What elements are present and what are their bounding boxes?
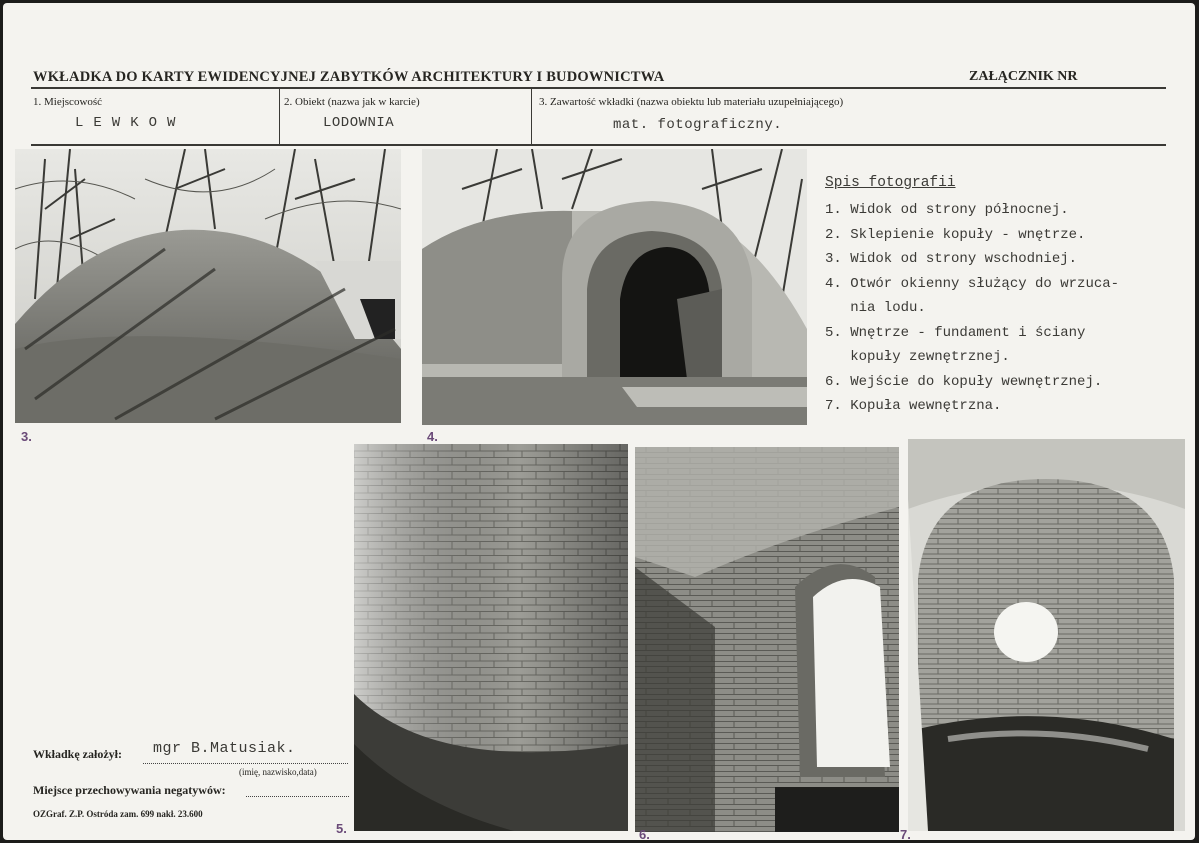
photo-list [825,198,1175,419]
object-value: LODOWNIA [323,115,395,131]
list-item: 1. Widok od strony północnej. [825,202,1069,218]
photo-number-5: 5. [336,821,347,836]
attachment-number-label: ZAŁĄCZNIK NR [969,69,1078,84]
photo-inner-dome [908,439,1185,831]
storage-label: Miejsce przechowywania negatywów: [33,783,226,797]
list-item: 7. Kopuła wewnętrzna. [825,398,1002,414]
author-label: Wkładkę założył: [33,747,122,761]
list-item: 4. Otwór okienny służący do wrzuca- [825,275,1120,292]
list-item: 5. Wnętrze - fundament i ściany [825,324,1086,341]
card-title: WKŁADKA DO KARTY EWIDENCYJNEJ ZABYTKÓW ARCHITEKTURY I BUDOWNICTWA [33,69,665,85]
author-hint: (imię, nazwisko,data) [239,767,317,777]
photo-inner-passage [635,447,899,832]
mid-rule [31,144,1166,146]
list-item: nia lodu. [825,300,926,316]
storage-line [246,796,349,797]
top-rule [31,87,1166,89]
field-divider-2 [531,89,532,145]
field-divider-1 [279,89,280,145]
list-item: 2. Sklepienie kopuły - wnętrze. [825,226,1086,243]
photo-brick-wall [354,444,628,831]
locality-label: 1. Miejscowość [33,96,103,108]
printer-imprint: OZGraf. Z.P. Ostróda zam. 699 nakł. 23.600 [33,809,203,819]
photo-mound-exterior [15,149,401,423]
list-item: 3. Widok od strony wschodniej. [825,251,1078,267]
photo-number-3: 3. [21,429,32,444]
contents-label: 3. Zawartość wkładki (nazwa obiektu lub materiału uzupełniającego) [539,96,844,108]
photo-number-4: 4. [427,429,438,444]
photo-arched-entrance [422,149,807,425]
inventory-card [3,3,1195,840]
list-item: kopuły zewnętrznej. [825,349,1010,365]
author-value: mgr B.Matusiak. [153,740,296,757]
list-item: 6. Wejście do kopuły wewnętrznej. [825,373,1103,390]
photo-number-7: 7. [900,827,911,840]
author-line [143,763,348,764]
object-label: 2. Obiekt (nazwa jak w karcie) [284,96,420,108]
photo-number-6: 6. [639,827,650,840]
locality-value: LEWKOW [75,115,186,131]
contents-value: mat. fotograficzny. [613,117,783,133]
photo-list-title: Spis fotografii [825,175,956,191]
